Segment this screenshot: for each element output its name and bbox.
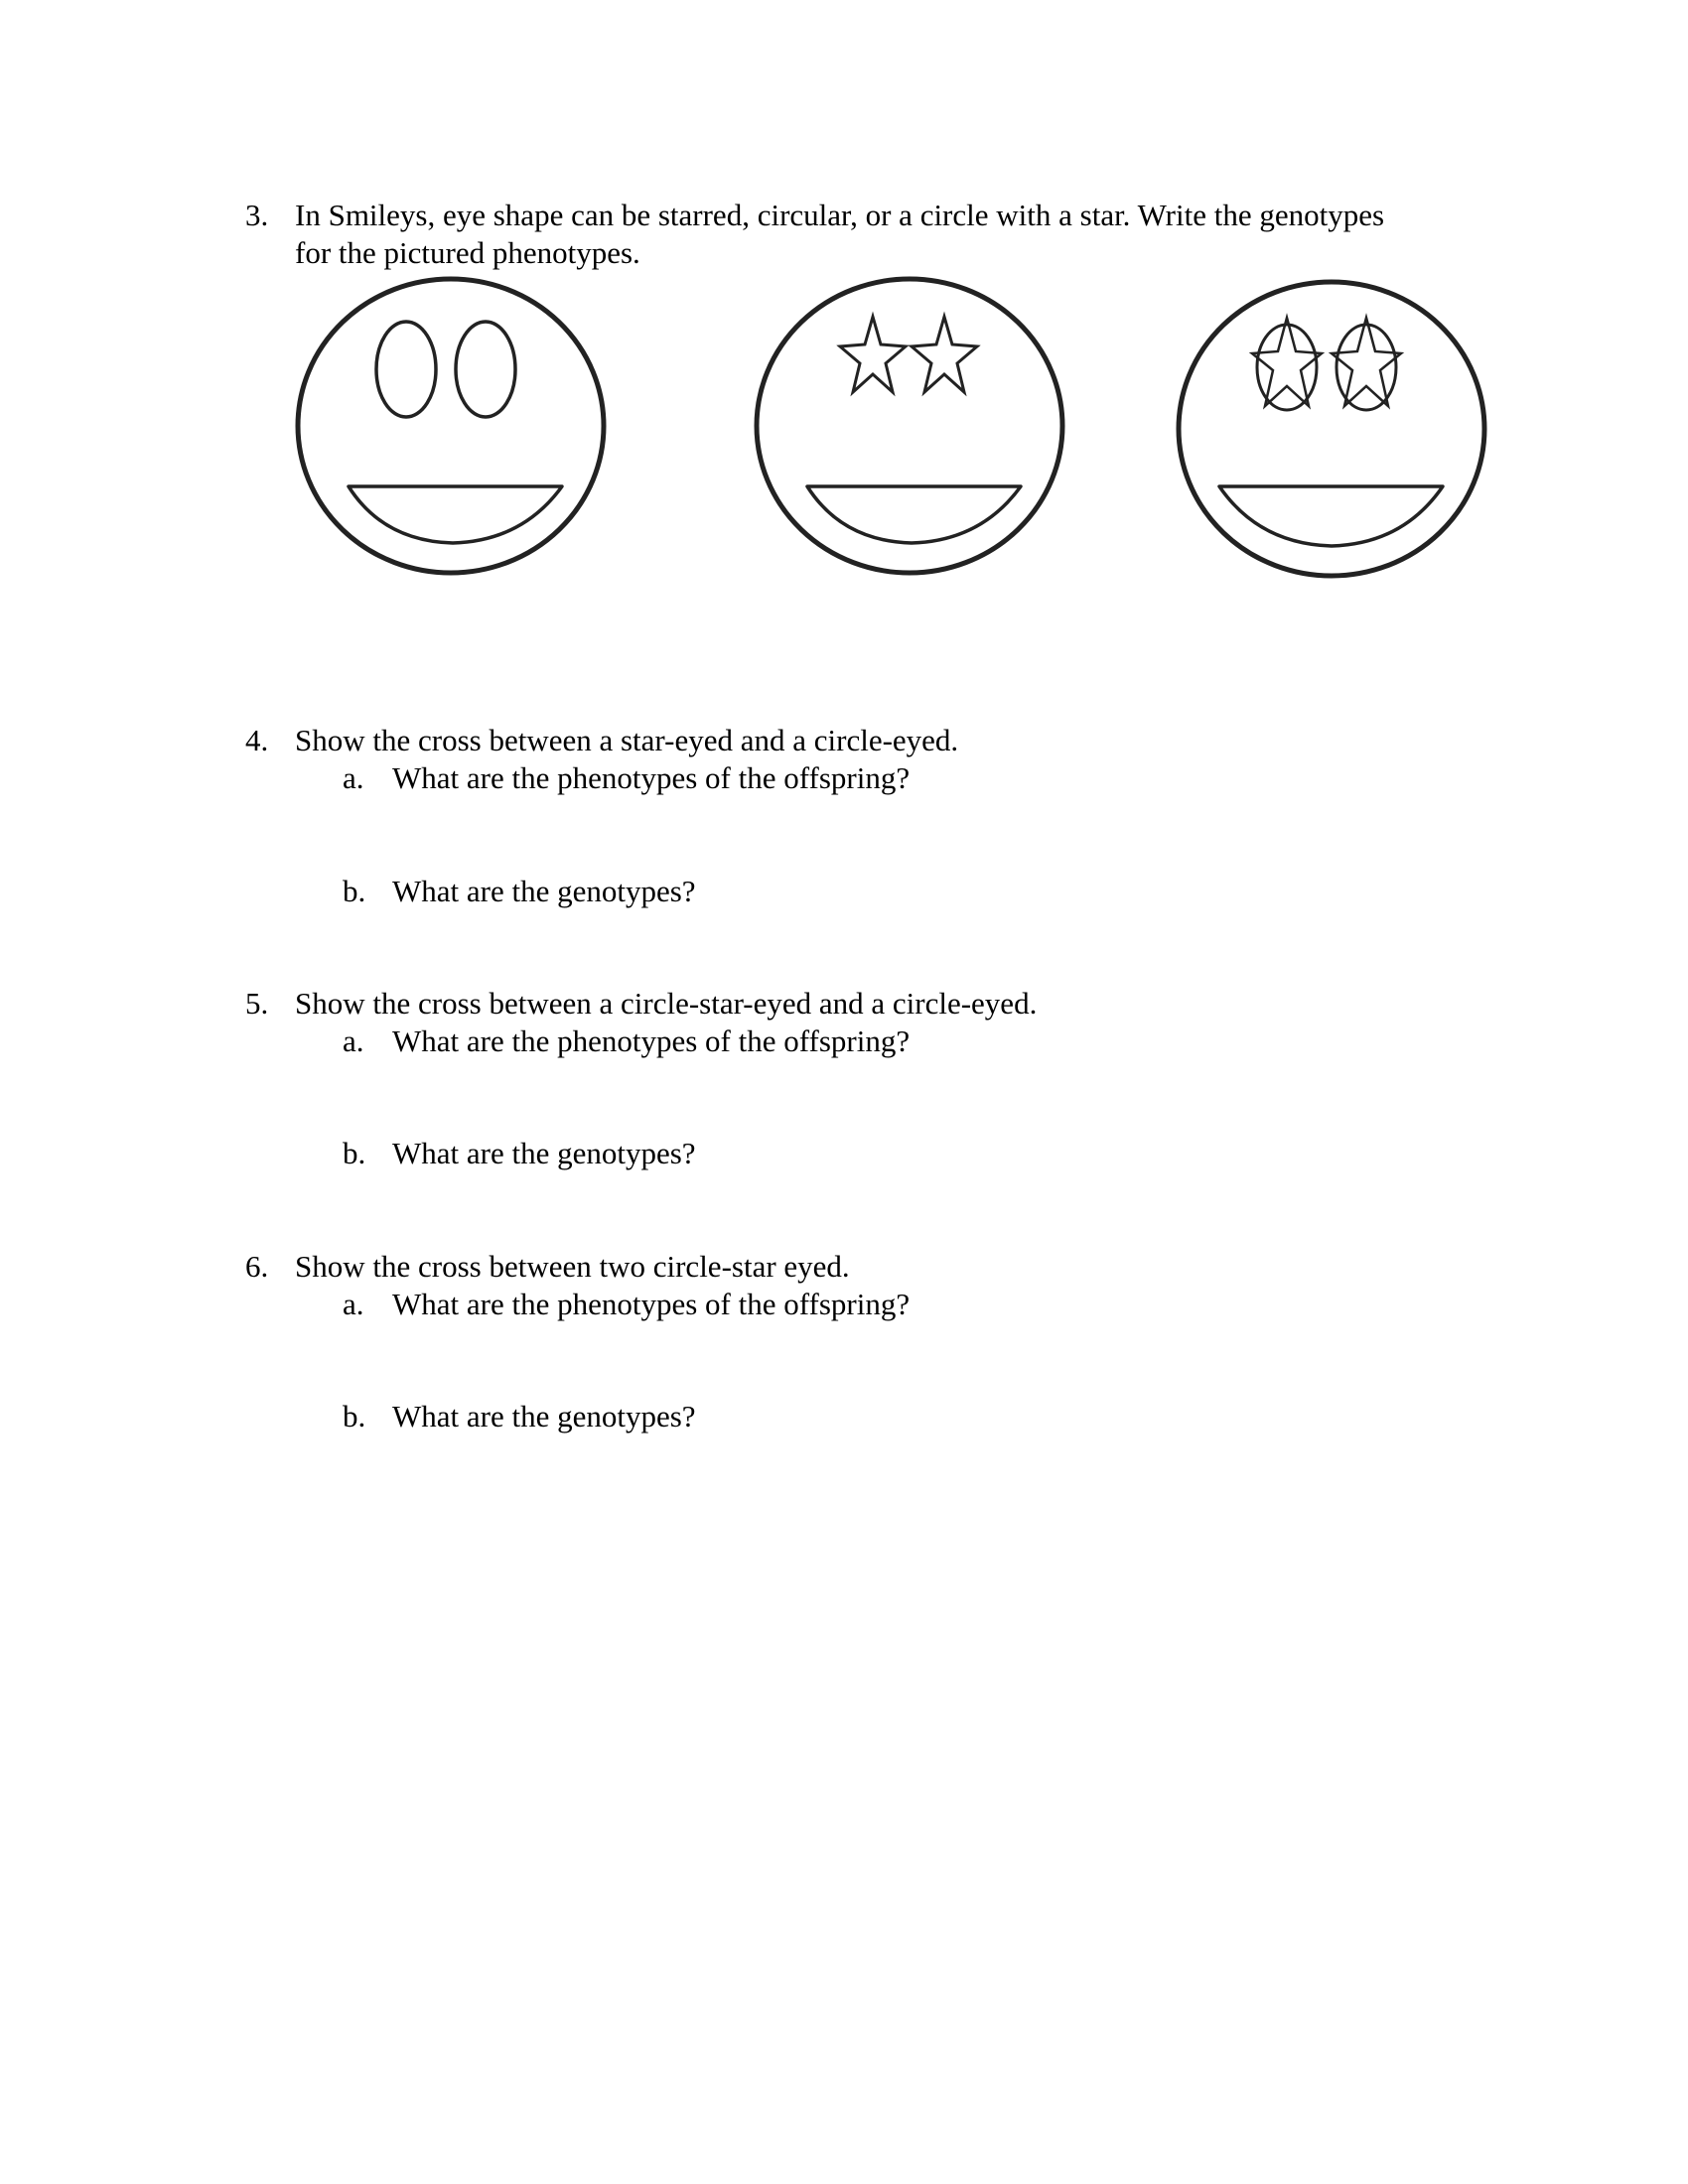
right-star-eye [912,317,977,392]
smiley-circle-star-eyes [1175,278,1488,581]
right-circle-star-eye [1332,318,1401,410]
left-circle-star-eye [1252,318,1322,410]
question-4a-letter: a. [343,760,364,795]
question-6a-text: What are the phenotypes of the offspring? [392,1287,911,1321]
left-circle-eye [376,322,436,417]
question-4-text: Show the cross between a star-eyed and a circle-eyed. [295,723,959,757]
question-5-number: 5. [245,986,269,1021]
question-4b-text: What are the genotypes? [392,874,696,908]
question-5b-text: What are the genotypes? [392,1136,696,1170]
question-6b-text: What are the genotypes? [392,1399,696,1433]
question-6a-letter: a. [343,1287,364,1321]
question-4b-letter: b. [343,874,366,908]
question-3-text-line-2: for the pictured phenotypes. [295,235,640,270]
question-5a-text: What are the phenotypes of the offspring? [392,1024,911,1058]
question-5a-letter: a. [343,1024,364,1058]
question-6-number: 6. [245,1249,269,1284]
mouth [349,486,562,543]
mouth [1219,486,1443,546]
question-5b-letter: b. [343,1136,366,1170]
question-4a-text: What are the phenotypes of the offspring? [392,760,911,795]
smiley-star-eyes [753,275,1066,578]
question-6b-letter: b. [343,1399,366,1433]
smiley-circular-eyes [294,275,608,578]
right-circle-eye [456,322,515,417]
question-5-text: Show the cross between a circle-star-eyed and a circle-eyed. [295,986,1038,1021]
question-4-number: 4. [245,723,269,757]
mouth [807,486,1021,543]
left-star-eye [840,317,906,392]
question-3-number: 3. [245,198,269,232]
question-3-text-line-1: In Smileys, eye shape can be starred, circular, or a circle with a star. Write the genotypes [295,198,1385,232]
question-6-text: Show the cross between two circle-star eyed. [295,1249,850,1284]
